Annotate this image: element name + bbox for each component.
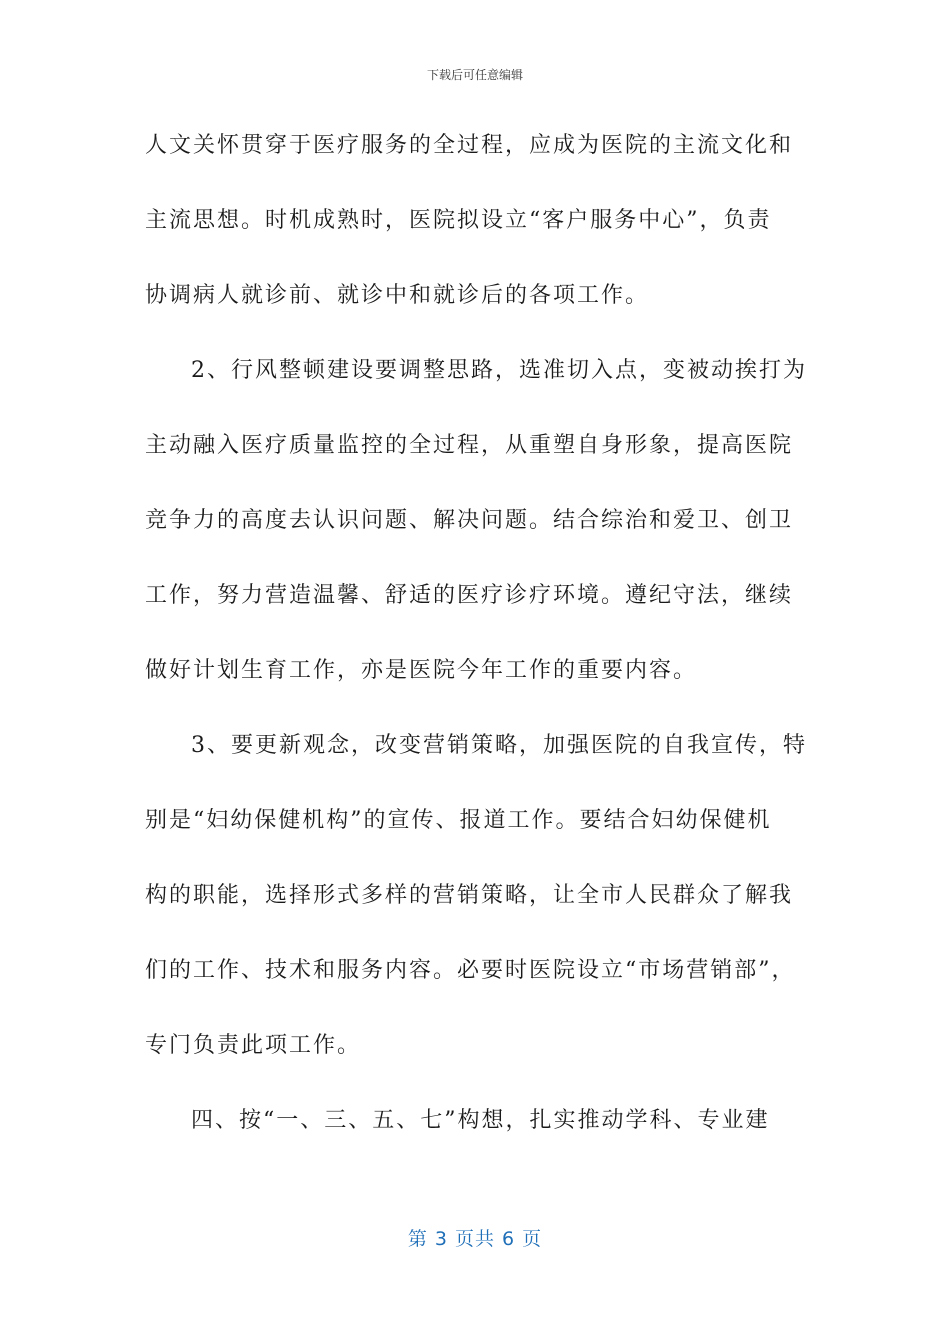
page-number-footer: 第 3 页共 6 页 [407, 1228, 543, 1250]
body-line: 人文关怀贯穿于医疗服务的全过程，应成为医院的主流文化和 [145, 133, 794, 158]
paragraph-3-start: 3、要更新观念，改变营销策略，加强医院的自我宣传，特 [191, 733, 807, 758]
body-line: 别是“妇幼保健机构”的宣传、报道工作。要结合妇幼保健机 [145, 808, 772, 833]
document-body [145, 126, 805, 1176]
body-line: 竞争力的高度去认识问题、解决问题。结合综治和爱卫、创卫 [145, 508, 794, 533]
page-header-note: 下载后可任意编辑 [426, 68, 523, 82]
body-line: 做好计划生育工作，亦是医院今年工作的重要内容。 [145, 658, 698, 683]
body-line: 们的工作、技术和服务内容。必要时医院设立“市场营销部”， [145, 958, 796, 983]
body-line: 协调病人就诊前、就诊中和就诊后的各项工作。 [145, 283, 650, 308]
paragraph-2-start: 2、行风整顿建设要调整思路，选准切入点，变被动挨打为 [191, 358, 807, 383]
body-line: 构的职能，选择形式多样的营销策略，让全市人民群众了解我 [145, 883, 794, 908]
section-4-heading: 四、按“一、三、五、七”构想，扎实推动学科、专业建 [191, 1108, 770, 1133]
body-line: 主流思想。时机成熟时，医院拟设立“客户服务中心”，负责 [145, 208, 772, 233]
body-line: 专门负责此项工作。 [145, 1033, 362, 1058]
body-line: 工作，努力营造温馨、舒适的医疗诊疗环境。遵纪守法，继续 [145, 583, 794, 608]
body-line: 主动融入医疗质量监控的全过程，从重塑自身形象，提高医院 [145, 433, 794, 458]
